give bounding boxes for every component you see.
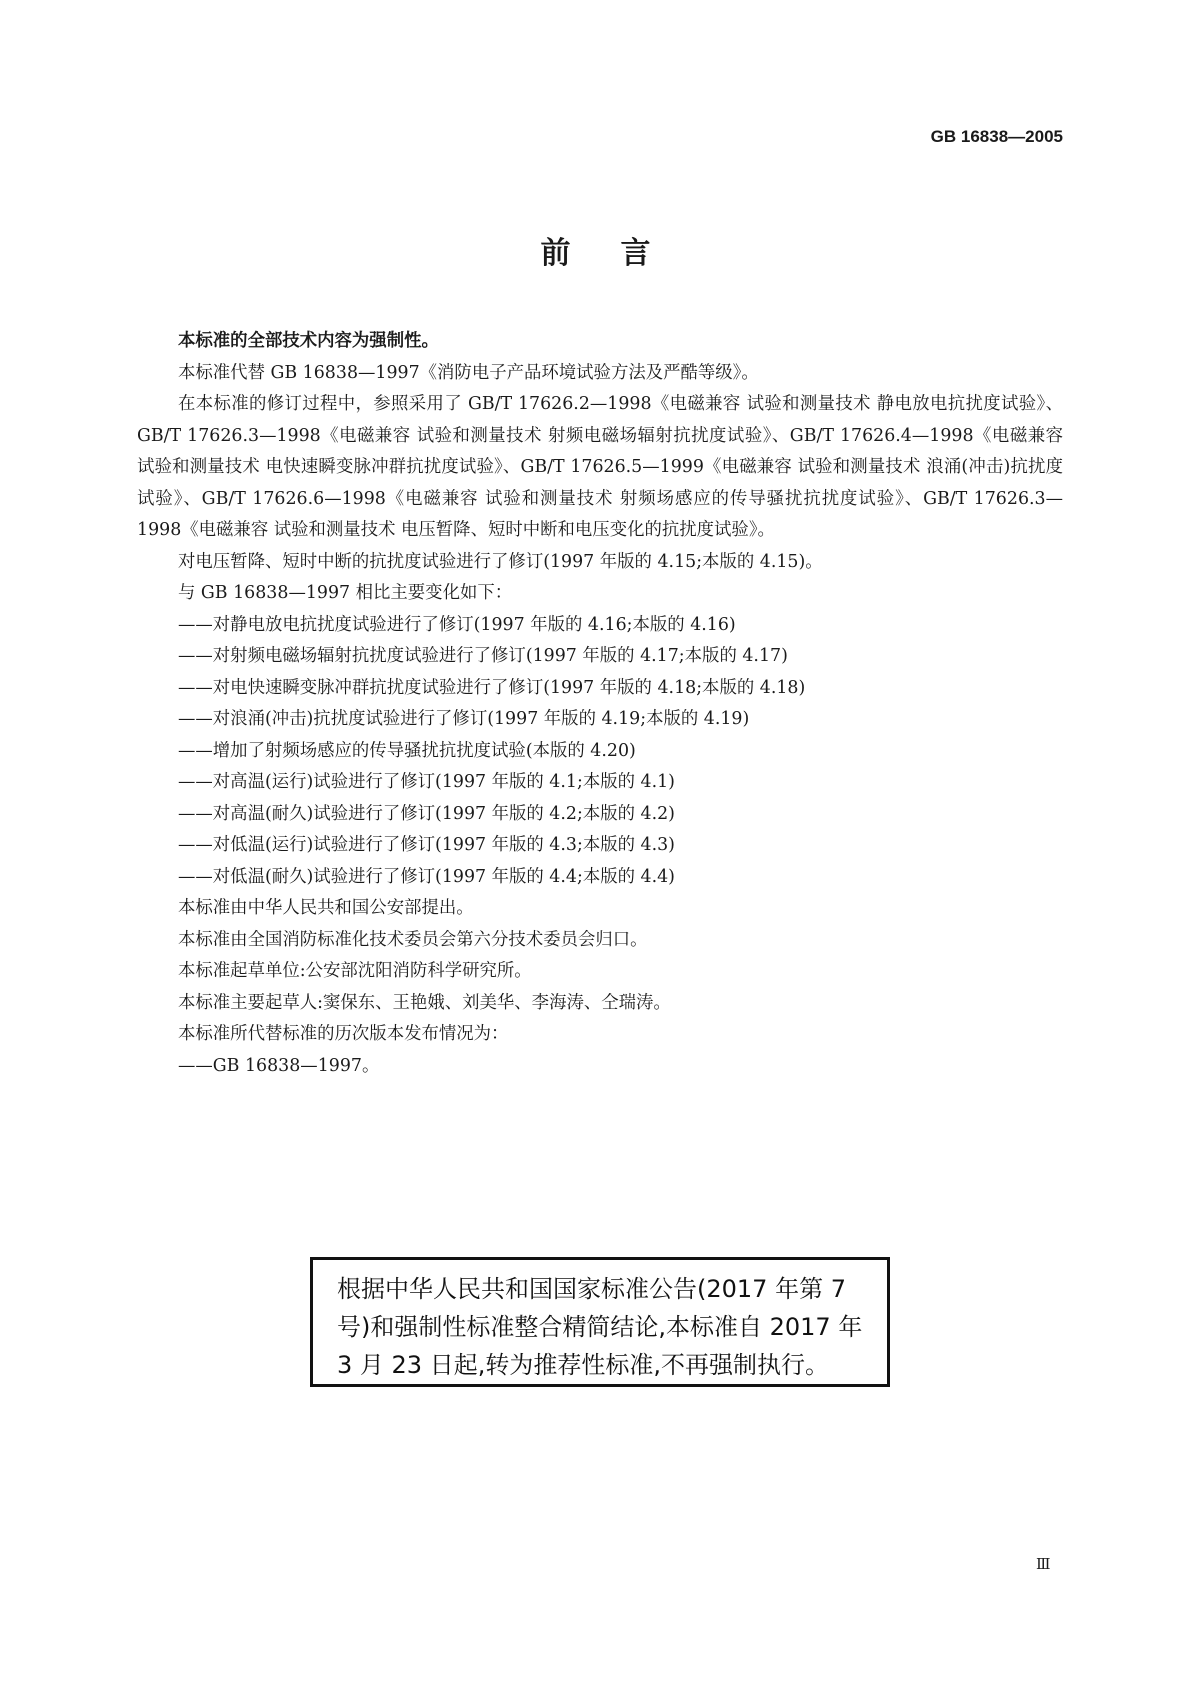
mandatory-statement: 本标准的全部技术内容为强制性。 xyxy=(178,331,439,351)
history-item: ——GB 16838—1997。 xyxy=(178,1055,380,1076)
changes-intro: 与 GB 16838—1997 相比主要变化如下： xyxy=(178,583,513,603)
list-item: ——对静电放电抗扰度试验进行了修订(1997 年版的 4.16;本版的 4.16) xyxy=(178,614,736,635)
changes-list xyxy=(137,610,1063,894)
list-item: ——增加了射频场感应的传导骚扰抗扰度试验(本版的 4.20) xyxy=(178,740,636,761)
list-item: ——对射频电磁场辐射抗扰度试验进行了修订(1997 年版的 4.17;本版的 4.17) xyxy=(178,646,788,666)
drafters-statement: 本标准主要起草人:窦保东、王艳娥、刘美华、李海涛、仝瑞涛。 xyxy=(178,992,671,1013)
preface-body xyxy=(137,326,1063,1082)
drafting-unit-statement: 本标准起草单位:公安部沈阳消防科学研究所。 xyxy=(178,961,532,981)
standard-code: GB 16838—2005 xyxy=(930,127,1063,146)
list-item: ——对低温(耐久)试验进行了修订(1997 年版的 4.4;本版的 4.4) xyxy=(178,866,675,887)
committee-statement: 本标准由全国消防标准化技术委员会第六分技术委员会归口。 xyxy=(178,929,648,950)
page-number: Ⅲ xyxy=(1036,1555,1051,1573)
list-item: ——对低温(运行)试验进行了修订(1997 年版的 4.3;本版的 4.3) xyxy=(178,835,675,855)
list-item: ——对浪涌(冲击)抗扰度试验进行了修订(1997 年版的 4.19;本版的 4.19) xyxy=(178,709,750,729)
revision-statement: 对电压暂降、短时中断的抗扰度试验进行了修订(1997 年版的 4.15;本版的 4.15)。 xyxy=(178,551,823,572)
history-intro: 本标准所代替标准的历次版本发布情况为： xyxy=(178,1024,509,1044)
reference-standards-paragraph: 在本标准的修订过程中，参照采用了 GB/T 17626.2—1998《电磁兼容 试验和测量技术 静电放电抗扰度试验》、GB/T 17626.3—1998《电磁兼容 试验和测量技术 射频电磁场辐射抗扰度试验》、GB/T 17626.4—1998《电磁兼容 试验和测量技术 电快速瞬变脉冲群抗扰度试验》、GB/T 17626.5—1999《电磁兼容 试验和测量技术 浪涌(冲击)抗扰度试验》、GB/T 17626.6—1998《电磁兼容 试验和测量技术 射频场感应的传导骚扰抗扰度试验》、GB/T 17626.3—1998《电磁兼容 试验和测量技术 电压暂降、短时中断和电压变化的抗扰度试验》。 xyxy=(137,394,1063,540)
list-item: ——对高温(耐久)试验进行了修订(1997 年版的 4.2;本版的 4.2) xyxy=(178,803,675,824)
page-title: 前言 xyxy=(540,236,701,271)
list-item: ——对高温(运行)试验进行了修订(1997 年版的 4.1;本版的 4.1) xyxy=(178,772,675,792)
list-item: ——对电快速瞬变脉冲群抗扰度试验进行了修订(1997 年版的 4.18;本版的 4.18) xyxy=(178,677,806,698)
proposer-statement: 本标准由中华人民共和国公安部提出。 xyxy=(178,898,474,918)
replacement-statement: 本标准代替 GB 16838—1997《消防电子产品环境试验方法及严酷等级》。 xyxy=(178,362,759,383)
status-notice-box: 根据中华人民共和国国家标准公告(2017 年第 7 号)和强制性标准整合精简结论,本标准自 2017 年 3 月 23 日起,转为推荐性标准,不再强制执行。 xyxy=(310,1257,890,1387)
